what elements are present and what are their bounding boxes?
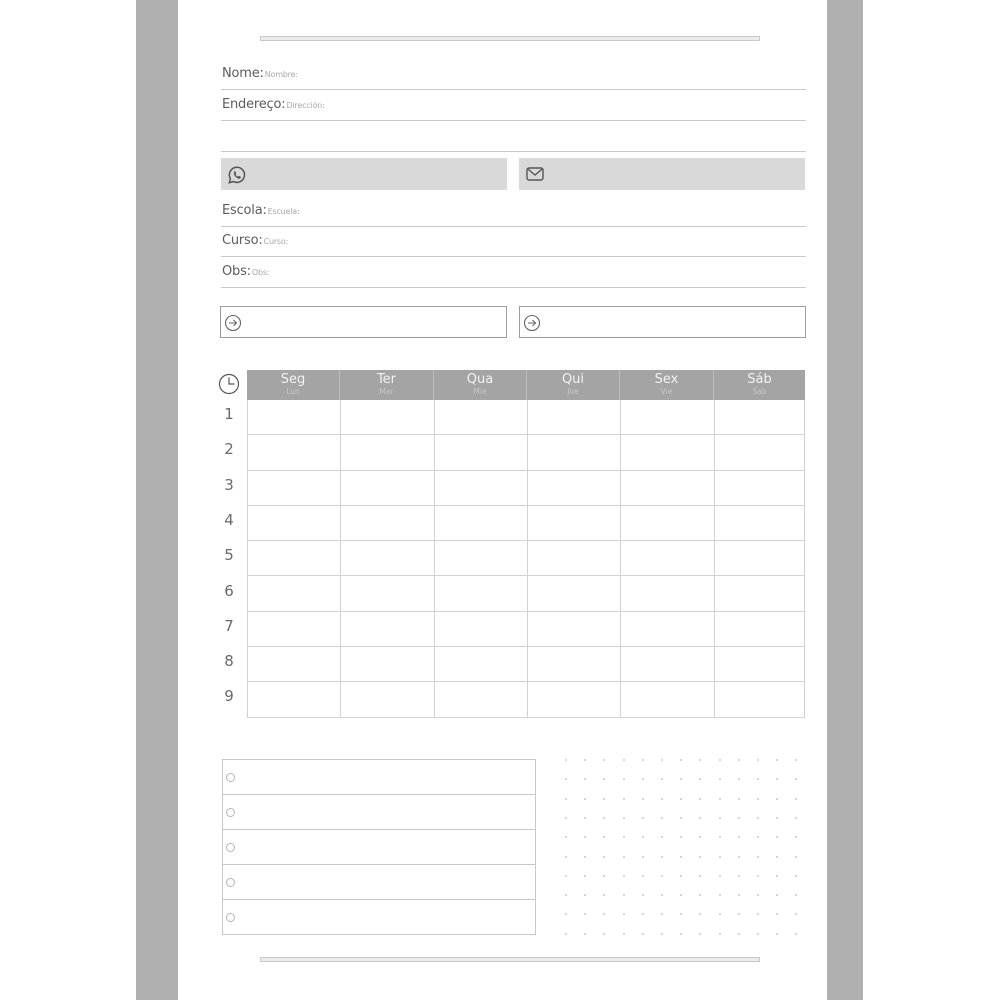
grid-dot xyxy=(757,798,759,800)
grid-dot xyxy=(719,759,721,761)
grid-dot xyxy=(642,894,644,896)
grid-dot xyxy=(738,913,740,915)
grid-dot xyxy=(757,778,759,780)
day-header-mon: Seg Lun xyxy=(247,370,340,400)
grid-dot xyxy=(584,933,586,935)
grid-dot xyxy=(776,875,778,877)
grid-dot xyxy=(719,913,721,915)
schedule-cell-fri-6[interactable] xyxy=(621,576,715,610)
grid-dot xyxy=(584,913,586,915)
grid-dot xyxy=(699,913,701,915)
grid-dot xyxy=(719,817,721,819)
grid-dot xyxy=(603,913,605,915)
grid-dot xyxy=(719,836,721,838)
grid-dot xyxy=(623,913,625,915)
schedule-cell-sat-8[interactable] xyxy=(715,647,804,681)
schedule-cell-tue-6[interactable] xyxy=(341,576,435,610)
course-sublabel: Curso: xyxy=(263,237,289,246)
grid-dot xyxy=(603,894,605,896)
schedule-header xyxy=(247,370,805,400)
schedule-cell-wed-7[interactable] xyxy=(435,612,528,646)
schedule-cell-wed-1[interactable] xyxy=(435,400,528,434)
grid-dot xyxy=(565,875,567,877)
checklist-item[interactable] xyxy=(223,760,535,795)
right-margin-bar xyxy=(827,0,863,1000)
grid-dot xyxy=(757,894,759,896)
period-number: 7 xyxy=(224,616,234,635)
schedule-cell-fri-5[interactable] xyxy=(621,541,715,575)
grid-dot xyxy=(661,933,663,935)
schedule-cell-fri-4[interactable] xyxy=(621,506,715,540)
schedule-cell-tue-8[interactable] xyxy=(341,647,435,681)
grid-dot xyxy=(584,836,586,838)
grid-dot xyxy=(738,759,740,761)
schedule-cell-sat-3[interactable] xyxy=(715,471,804,505)
name-label: Nome: xyxy=(222,66,264,81)
grid-dot xyxy=(661,856,663,858)
schedule-cell-tue-3[interactable] xyxy=(341,471,435,505)
schedule-cell-wed-3[interactable] xyxy=(435,471,528,505)
grid-dot xyxy=(776,778,778,780)
schedule-cell-tue-5[interactable] xyxy=(341,541,435,575)
schedule-row xyxy=(248,576,804,611)
grid-dot xyxy=(623,836,625,838)
schedule-cell-thu-2[interactable] xyxy=(528,435,621,469)
clock-icon xyxy=(218,373,240,395)
schedule-cell-fri-8[interactable] xyxy=(621,647,715,681)
grid-dot xyxy=(738,933,740,935)
schedule-cell-sat-2[interactable] xyxy=(715,435,804,469)
schedule-cell-tue-4[interactable] xyxy=(341,506,435,540)
obs-label: Obs: xyxy=(222,264,251,279)
schedule-cell-fri-9[interactable] xyxy=(621,682,715,716)
day-header-wed: Qua Mie xyxy=(434,370,527,400)
grid-dot xyxy=(603,778,605,780)
grid-dot xyxy=(699,856,701,858)
grid-dot xyxy=(680,933,682,935)
grid-dot xyxy=(603,933,605,935)
whatsapp-icon xyxy=(227,165,247,185)
schedule-cell-sat-6[interactable] xyxy=(715,576,804,610)
grid-dot xyxy=(680,913,682,915)
grid-dot xyxy=(757,856,759,858)
grid-dot xyxy=(565,836,567,838)
grid-dot xyxy=(719,778,721,780)
grid-dot xyxy=(738,817,740,819)
grid-dot xyxy=(776,817,778,819)
day-header-fri: Sex Vie xyxy=(620,370,714,400)
period-number: 9 xyxy=(224,687,234,706)
grid-dot xyxy=(795,875,797,877)
obs-field[interactable] xyxy=(221,257,806,288)
period-number: 3 xyxy=(224,475,234,494)
grid-dot xyxy=(565,913,567,915)
grid-dot xyxy=(795,856,797,858)
grid-dot xyxy=(642,913,644,915)
grid-dot xyxy=(565,933,567,935)
grid-dot xyxy=(699,798,701,800)
address-field[interactable] xyxy=(221,90,806,121)
grid-dot xyxy=(623,933,625,935)
day-header-sat: Sáb Sab xyxy=(747,372,772,396)
grid-dot xyxy=(642,933,644,935)
grid-dot xyxy=(565,798,567,800)
grid-dot xyxy=(680,798,682,800)
schedule-body xyxy=(247,400,805,718)
schedule-cell-mon-6[interactable] xyxy=(248,576,341,610)
grid-dot xyxy=(776,759,778,761)
grid-dot xyxy=(738,836,740,838)
grid-dot xyxy=(565,817,567,819)
circle-bullet-icon[interactable] xyxy=(226,773,235,782)
schedule-row xyxy=(248,541,804,576)
grid-dot xyxy=(661,759,663,761)
grid-dot xyxy=(795,894,797,896)
schedule-row xyxy=(248,506,804,541)
address-line-2-field[interactable] xyxy=(221,121,806,152)
arrow-right-circle-icon xyxy=(224,314,242,332)
grid-dot xyxy=(642,836,644,838)
period-number: 2 xyxy=(224,440,234,459)
period-number: 4 xyxy=(224,510,234,529)
period-number: 6 xyxy=(224,581,234,600)
grid-dot xyxy=(661,836,663,838)
grid-dot xyxy=(661,913,663,915)
circle-bullet-icon[interactable] xyxy=(226,878,235,887)
schedule-cell-sat-4[interactable] xyxy=(715,506,804,540)
schedule-cell-mon-7[interactable] xyxy=(248,612,341,646)
grid-dot xyxy=(680,817,682,819)
grid-dot xyxy=(603,875,605,877)
grid-dot xyxy=(680,759,682,761)
schedule-cell-sat-7[interactable] xyxy=(715,612,804,646)
schedule-cell-mon-9[interactable] xyxy=(248,682,341,716)
schedule-cell-fri-2[interactable] xyxy=(621,435,715,469)
grid-dot xyxy=(642,856,644,858)
grid-dot xyxy=(584,759,586,761)
schedule-cell-mon-4[interactable] xyxy=(248,506,341,540)
grid-dot xyxy=(795,836,797,838)
obs-sublabel: Obs: xyxy=(251,268,270,277)
grid-dot xyxy=(738,875,740,877)
schedule-cell-tue-9[interactable] xyxy=(341,682,435,716)
course-label: Curso: xyxy=(222,233,263,248)
grid-dot xyxy=(776,894,778,896)
schedule-cell-thu-5[interactable] xyxy=(528,541,621,575)
grid-dot xyxy=(623,778,625,780)
grid-dot xyxy=(776,913,778,915)
grid-dot xyxy=(623,817,625,819)
grid-dot xyxy=(757,759,759,761)
bottom-decorative-bar xyxy=(260,957,760,962)
grid-dot xyxy=(719,875,721,877)
school-sublabel: Escuela: xyxy=(267,207,300,216)
school-label: Escola: xyxy=(222,203,267,218)
schedule-cell-tue-7[interactable] xyxy=(341,612,435,646)
grid-dot xyxy=(584,778,586,780)
grid-dot xyxy=(584,875,586,877)
schedule-cell-thu-7[interactable] xyxy=(528,612,621,646)
schedule-cell-thu-9[interactable] xyxy=(528,682,621,716)
grid-dot xyxy=(584,817,586,819)
schedule-row xyxy=(248,400,804,435)
schedule-cell-mon-8[interactable] xyxy=(248,647,341,681)
grid-dot xyxy=(738,894,740,896)
grid-dot xyxy=(565,759,567,761)
grid-dot xyxy=(757,836,759,838)
grid-dot xyxy=(699,836,701,838)
checklist-item[interactable] xyxy=(223,795,535,830)
grid-dot xyxy=(719,856,721,858)
grid-dot xyxy=(603,856,605,858)
schedule-cell-thu-3[interactable] xyxy=(528,471,621,505)
schedule-row xyxy=(248,471,804,506)
grid-dot xyxy=(795,778,797,780)
grid-dot xyxy=(795,759,797,761)
schedule-cell-fri-1[interactable] xyxy=(621,400,715,434)
checklist-item[interactable] xyxy=(223,900,535,935)
checklist-item[interactable] xyxy=(223,865,535,900)
schedule-cell-sat-5[interactable] xyxy=(715,541,804,575)
grid-dot xyxy=(661,798,663,800)
grid-dot xyxy=(584,856,586,858)
grid-dot xyxy=(642,778,644,780)
arrow-field-right[interactable] xyxy=(519,306,806,338)
grid-dot xyxy=(680,856,682,858)
schedule-cell-tue-2[interactable] xyxy=(341,435,435,469)
circle-bullet-icon[interactable] xyxy=(226,808,235,817)
left-margin-bar xyxy=(136,0,178,1000)
schedule-cell-tue-1[interactable] xyxy=(341,400,435,434)
grid-dot xyxy=(584,798,586,800)
grid-dot xyxy=(661,875,663,877)
grid-dot xyxy=(757,933,759,935)
schedule-cell-thu-8[interactable] xyxy=(528,647,621,681)
schedule-cell-wed-5[interactable] xyxy=(435,541,528,575)
grid-dot xyxy=(603,817,605,819)
period-number: 8 xyxy=(224,652,234,671)
grid-dot xyxy=(699,817,701,819)
grid-dot xyxy=(603,798,605,800)
schedule-cell-mon-5[interactable] xyxy=(248,541,341,575)
grid-dot xyxy=(757,913,759,915)
grid-dot xyxy=(623,856,625,858)
grid-dot xyxy=(719,798,721,800)
checklist xyxy=(222,759,536,935)
period-number: 5 xyxy=(224,546,234,565)
grid-dot xyxy=(738,798,740,800)
grid-dot xyxy=(680,875,682,877)
schedule-cell-mon-2[interactable] xyxy=(248,435,341,469)
grid-dot xyxy=(642,875,644,877)
grid-dot xyxy=(776,836,778,838)
grid-dot xyxy=(757,875,759,877)
grid-dot xyxy=(795,817,797,819)
grid-dot xyxy=(699,875,701,877)
schedule-cell-mon-3[interactable] xyxy=(248,471,341,505)
dot-grid-notes[interactable] xyxy=(562,757,802,932)
schedule-row xyxy=(248,682,804,717)
schedule-cell-mon-1[interactable] xyxy=(248,400,341,434)
grid-dot xyxy=(719,933,721,935)
grid-dot xyxy=(699,933,701,935)
day-header-thu: Qui Jue xyxy=(527,370,620,400)
grid-dot xyxy=(795,798,797,800)
circle-bullet-icon[interactable] xyxy=(226,913,235,922)
schedule-cell-thu-4[interactable] xyxy=(528,506,621,540)
grid-dot xyxy=(661,778,663,780)
grid-dot xyxy=(757,817,759,819)
schedule-cell-sat-1[interactable] xyxy=(715,400,804,434)
grid-dot xyxy=(623,894,625,896)
address-label: Endereço: xyxy=(222,97,286,112)
grid-dot xyxy=(623,875,625,877)
name-sublabel: Nombre: xyxy=(264,70,298,79)
email-field[interactable] xyxy=(519,158,805,190)
schedule-cell-wed-8[interactable] xyxy=(435,647,528,681)
period-number: 1 xyxy=(224,405,234,423)
grid-dot xyxy=(642,817,644,819)
grid-dot xyxy=(738,778,740,780)
grid-dot xyxy=(699,778,701,780)
grid-dot xyxy=(565,778,567,780)
grid-dot xyxy=(565,856,567,858)
envelope-icon xyxy=(525,165,545,183)
schedule-row xyxy=(248,647,804,682)
schedule-row xyxy=(248,612,804,647)
circle-bullet-icon[interactable] xyxy=(226,843,235,852)
grid-dot xyxy=(661,894,663,896)
grid-dot xyxy=(699,894,701,896)
school-field[interactable] xyxy=(221,196,806,227)
schedule-cell-wed-9[interactable] xyxy=(435,682,528,716)
course-field[interactable] xyxy=(221,226,806,257)
grid-dot xyxy=(642,798,644,800)
grid-dot xyxy=(719,894,721,896)
grid-dot xyxy=(661,817,663,819)
schedule-cell-thu-6[interactable] xyxy=(528,576,621,610)
schedule-cell-sat-9[interactable] xyxy=(715,682,804,716)
grid-dot xyxy=(584,894,586,896)
grid-dot xyxy=(623,759,625,761)
schedule-cell-wed-6[interactable] xyxy=(435,576,528,610)
schedule-cell-thu-1[interactable] xyxy=(528,400,621,434)
grid-dot xyxy=(680,894,682,896)
grid-dot xyxy=(565,894,567,896)
grid-dot xyxy=(776,856,778,858)
grid-dot xyxy=(776,933,778,935)
grid-dot xyxy=(642,759,644,761)
arrow-right-circle-icon xyxy=(523,314,541,332)
grid-dot xyxy=(603,759,605,761)
grid-dot xyxy=(680,836,682,838)
checklist-item[interactable] xyxy=(223,830,535,865)
arrow-field-left[interactable] xyxy=(220,306,507,338)
address-sublabel: Dirección: xyxy=(286,101,325,110)
whatsapp-field[interactable] xyxy=(221,158,507,190)
grid-dot xyxy=(738,856,740,858)
day-header-tue: Ter Mar xyxy=(340,370,434,400)
grid-dot xyxy=(680,778,682,780)
schedule-row xyxy=(248,435,804,470)
weekly-schedule-table xyxy=(247,370,805,718)
grid-dot xyxy=(795,913,797,915)
schedule-cell-fri-7[interactable] xyxy=(621,612,715,646)
top-decorative-bar xyxy=(260,36,760,41)
grid-dot xyxy=(795,933,797,935)
grid-dot xyxy=(776,798,778,800)
grid-dot xyxy=(699,759,701,761)
schedule-cell-wed-4[interactable] xyxy=(435,506,528,540)
name-field[interactable] xyxy=(221,59,806,90)
schedule-cell-wed-2[interactable] xyxy=(435,435,528,469)
schedule-cell-fri-3[interactable] xyxy=(621,471,715,505)
grid-dot xyxy=(623,798,625,800)
grid-dot xyxy=(603,836,605,838)
